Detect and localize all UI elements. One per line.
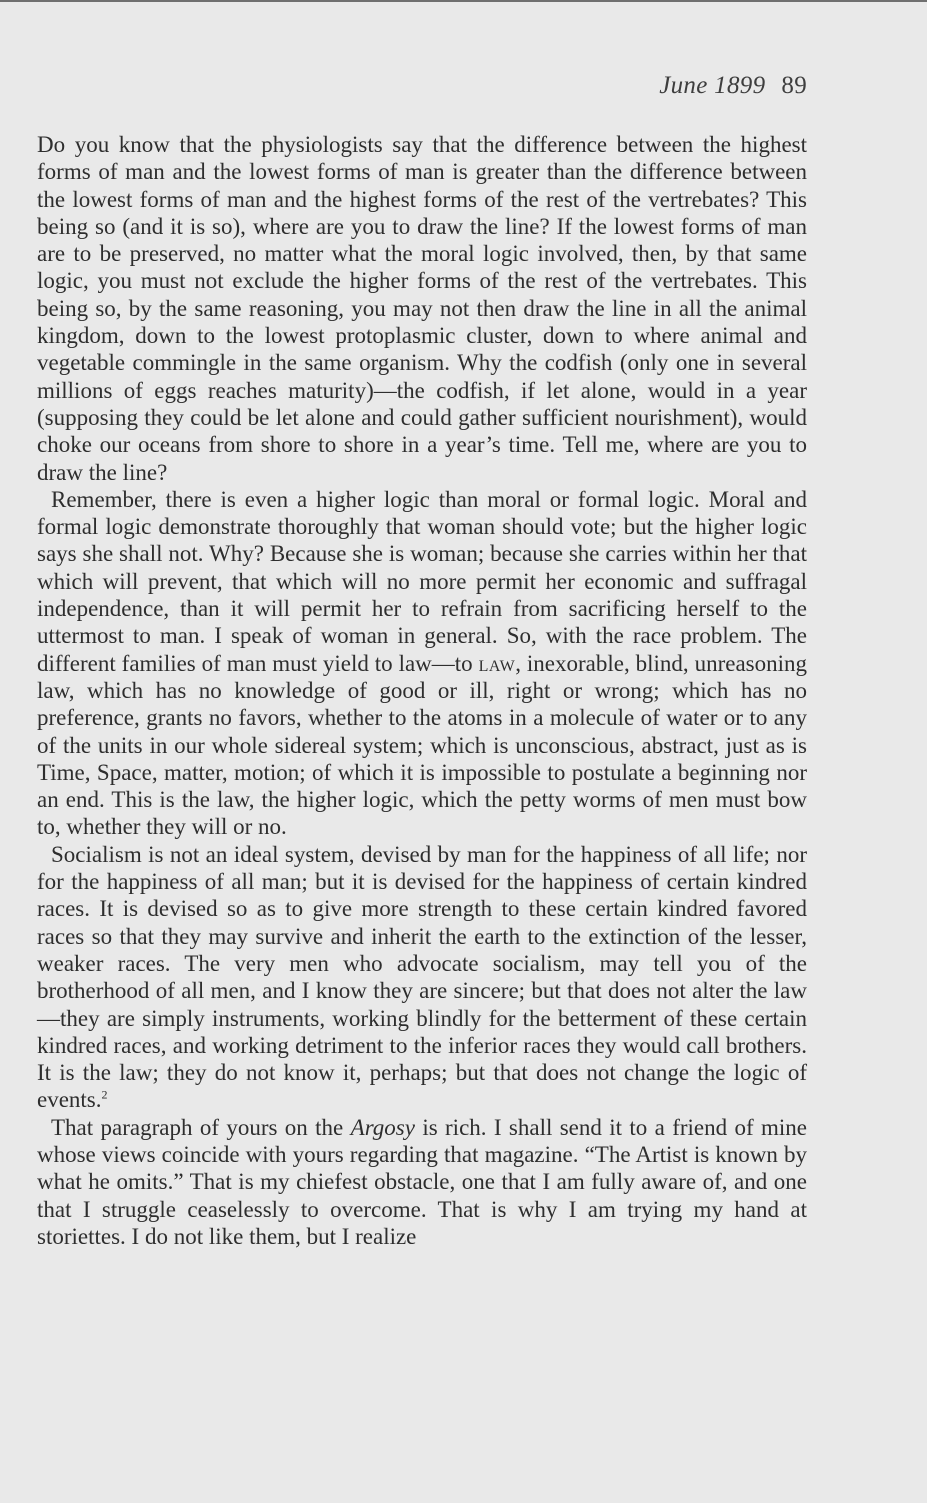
page-top-edge (0, 0, 927, 2)
letter-body (37, 131, 807, 1250)
paragraph-4-text-a: That paragraph of yours on the (51, 1114, 351, 1140)
paragraph-3 (37, 841, 807, 1114)
magazine-title: Argosy (350, 1114, 415, 1140)
header-date: June 1899 (659, 72, 766, 99)
paragraph-2-text-a: Remember, there is even a higher logic than moral or formal logic. Moral and formal logic demonstrate thoroughly that woman should vote; but the higher logic says she shall not. Why? Because she is woman; because she carries within her that which will prevent, that which will no more permit her economic and suffragal independence, than it will permit her to refrain from sacrificing herself to the uttermost to man. I speak of woman in general. So, with the race problem. The different families of man must yield to law—to (37, 486, 807, 676)
paragraph-3-text: Socialism is not an ideal system, devised by man for the happiness of all life; nor for the happiness of all man; but it is devised for the happiness of certain kindred races. It is devised so as to give more strength to these certain kindred favored races so that they may survive and inherit the earth to the extinction of the lesser, weaker races. The very men who advocate socialism, may tell you of the brotherhood of all men, and I know they are sincere; but that does not alter the law—they are simply instruments, working blindly for the betterment of these certain kindred races, and working detriment to the inferior races they would call brothers. It is the law; they do not know it, perhaps; but that does not change the logic of events. (37, 841, 807, 1113)
page-number: 89 (781, 72, 807, 99)
footnote-marker: 2 (101, 1087, 108, 1102)
paragraph-4 (37, 1114, 807, 1250)
paragraph-2 (37, 486, 807, 841)
running-header (659, 72, 807, 100)
small-caps-law: law (478, 650, 516, 676)
paragraph-2-text-b: , inexorable, blind, unreasoning law, which has no knowledge of good or ill, right or wrong; which has no preference, grants no favors, whether to the atoms in a molecule of water or to any of the units in our whole sidereal system; which is unconscious, abstract, just as is Time, Space, matter, motion; of which it is impossible to postulate a beginning nor an end. This is the law, the higher logic, which the petty worms of men must bow to, whether they will or no. (37, 650, 807, 840)
paragraph-4-text-b: is rich. I shall send it to a friend of mine whose views coincide with yours regarding that magazine. “The Artist is known by what he omits.” That is my chiefest obstacle, one that I am fully aware of, and one that I struggle ceaselessly to overcome. That is why I am trying my hand at storiettes. I do not like them, but I realize (37, 1114, 807, 1249)
paragraph-1: Do you know that the physiologists say that the difference between the highest forms of man and the lowest forms of man is greater than the difference between the lowest forms of man and the highest forms of the rest of the vertrebates? This being so (and it is so), where are you to draw the line? If the lowest forms of man are to be preserved, no matter what the moral logic involved, then, by that same logic, you must not exclude the higher forms of the rest of the vertrebates. This being so, by the same reasoning, you may not then draw the line in all the animal kingdom, down to the lowest protoplasmic cluster, down to where animal and vegetable commingle in the same organism. Why the codfish (only one in several millions of eggs reaches maturity)—the codfish, if let alone, would in a year (supposing they could be let alone and could gather sufficient nourishment), would choke our oceans from shore to shore in a year’s time. Tell me, where are you to draw the line? (37, 132, 807, 485)
